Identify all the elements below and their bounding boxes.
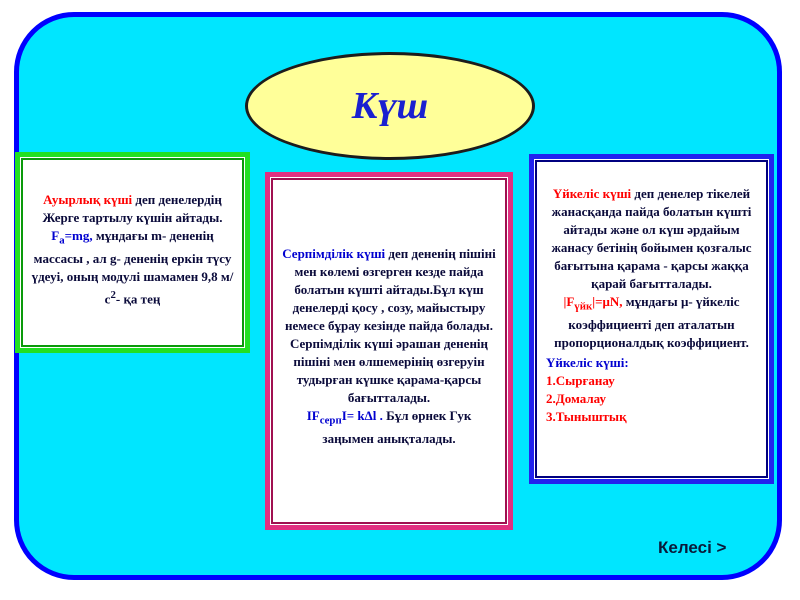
gravity-term: Ауырлық күші [43,192,133,207]
friction-text-2: мұндағы μ- үйкеліс коэффициенті деп аталатын пропорционалдық коэффициент. [554,294,749,350]
elastic-formula: $IF_{серп}I= k\Delta l$ . [306,408,383,427]
gravity-formula: $F_a=mg$, [51,228,93,247]
gravity-unit-sup: 2 [110,288,116,301]
title-ellipse [245,52,535,160]
friction-text-1: деп денелер тікелей жанасқанда пайда болатын күшті айтады және ол күш әрдайым жанасу бетінің бойымен қозғалыс бағытына қарама - қарсы жаққа қарай бағытталады. [551,186,752,291]
friction-type-item: 2.Домалау [546,390,606,406]
gravity-text-3: - қа тең [115,290,161,306]
friction-types-list [546,354,757,426]
slide-title: Күш [351,85,429,127]
gravity-card [15,152,250,353]
friction-term: Үйкеліс күші [552,186,632,201]
gravity-text-2: мұндағы m- дененің массасы , ал g- дененің еркін түсу үдеуі, оның модулі шамамен 9,8 м/с [31,228,234,306]
elastic-text-1: деп дененің пішіні мен көлемі өзгерген кезде пайда болатын күшті айтады.Бұл күш денелерді қосу , созу, майыстыру немесе бұрау кезінде пайда болады. Серпімділік күші әрашан дененің пішіні мен өлшемерінің өзгеруін тудырған күшке қарама-қарсы бағытталады. [285,246,496,405]
next-button[interactable]: Келесі > [658,538,727,557]
friction-card [529,154,774,484]
elastic-text-2: Бұл өрнек Гук заңымен анықталады. [322,408,472,446]
friction-type-item: 1.Сырғанау [546,372,615,388]
gravity-text-1: деп денелердің Жерге тартылу күшін айтады. [42,192,223,225]
friction-types-title: Үйкеліс күші: [546,354,629,370]
friction-type-item: 3.Тыныштық [546,408,627,424]
elastic-card [265,172,513,530]
friction-formula: $|F_{үйк}|=\mu N$, [563,294,623,313]
elastic-term: Серпімділік күші [282,246,386,261]
